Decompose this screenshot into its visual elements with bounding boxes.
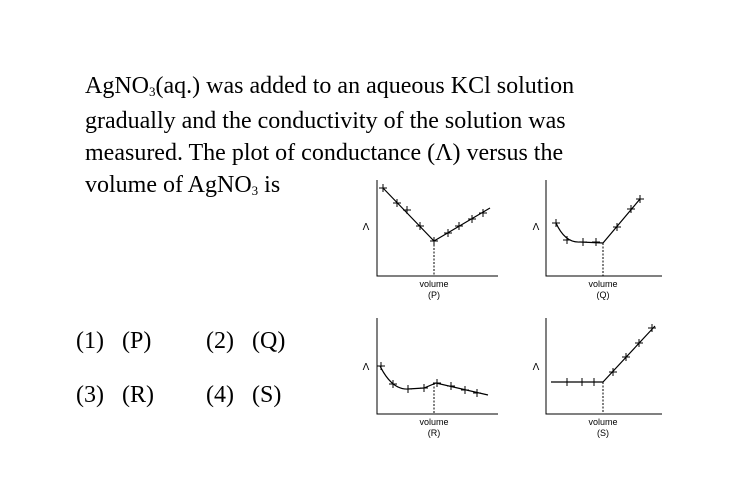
graph-caption: (R) (427, 428, 441, 438)
graph-q (533, 180, 662, 300)
x-axis-label: volume (588, 279, 618, 289)
curve (551, 326, 655, 382)
option-label: (P) (122, 328, 152, 354)
question-text-part: volume of AgNO (85, 172, 252, 198)
graph-r (363, 318, 498, 438)
y-axis-label: Λ (362, 222, 370, 233)
graph-p (363, 180, 498, 300)
data-markers (552, 195, 644, 246)
x-axis-label: volume (419, 417, 449, 427)
option-label: (R) (122, 382, 154, 408)
axes (377, 318, 498, 414)
x-axis-label: volume (419, 279, 449, 289)
option-number: (4) (206, 382, 234, 408)
axes (546, 318, 662, 414)
subscript: 3 (251, 183, 259, 198)
y-axis-label: Λ (532, 362, 540, 373)
axes (546, 180, 662, 276)
graph-s (533, 318, 662, 438)
y-axis-label: Λ (362, 362, 370, 373)
data-markers (377, 362, 481, 397)
y-axis-label: Λ (532, 222, 540, 233)
option-number: (3) (76, 382, 104, 408)
curve (383, 188, 490, 241)
option-number: (1) (76, 328, 104, 354)
question-text-part: is (258, 172, 281, 198)
option-label: (Q) (252, 328, 286, 354)
x-axis-label: volume (588, 417, 618, 427)
question-text-part: (aq.) was added to an aqueous KCl solution (155, 73, 575, 99)
data-markers (563, 324, 656, 386)
axes (377, 180, 498, 276)
option-number: (2) (206, 328, 234, 354)
question-line-2: gradually and the conductivity of the solution was (85, 108, 566, 134)
curve (556, 199, 640, 243)
subscript: 3 (149, 84, 156, 99)
graph-caption: (P) (428, 290, 440, 300)
question-line-3: measured. The plot of conductance (Λ) versus the (85, 140, 564, 166)
option-label: (S) (252, 382, 282, 408)
question-text-part: AgNO (85, 73, 149, 99)
graph-caption: (Q) (596, 290, 610, 300)
data-markers (379, 184, 487, 245)
graph-caption: (S) (597, 428, 609, 438)
